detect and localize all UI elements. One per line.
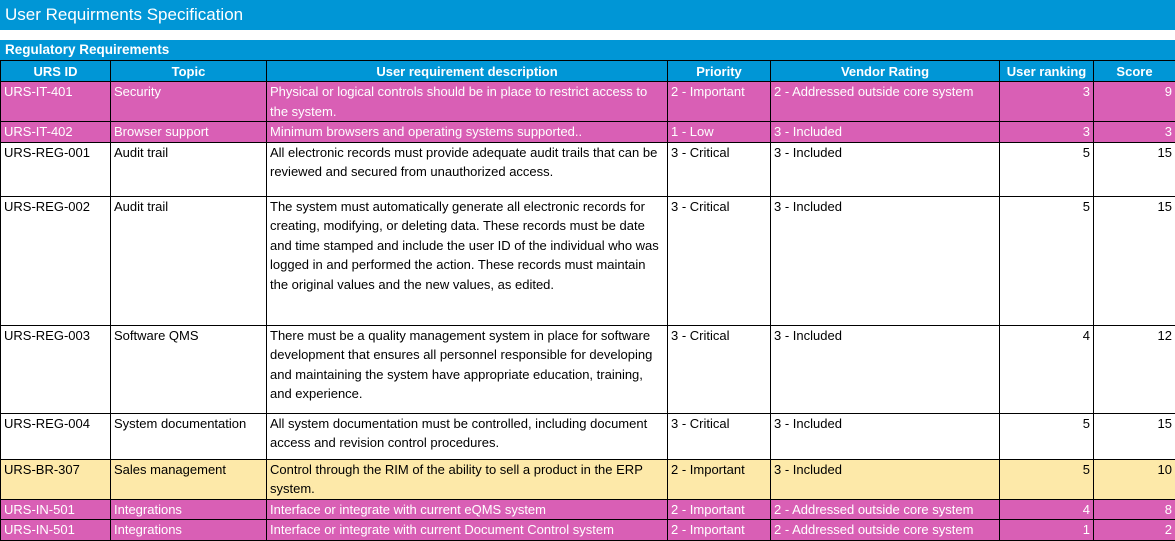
cell-score[interactable]: 15 [1094, 142, 1175, 196]
cell-vendor-rating[interactable]: 2 - Addressed outside core system [771, 82, 1000, 122]
cell-topic[interactable]: Sales management [111, 459, 267, 499]
cell-urs-id[interactable]: URS-IN-501 [1, 499, 111, 520]
cell-priority[interactable]: 2 - Important [668, 499, 771, 520]
cell-user-ranking[interactable]: 5 [1000, 459, 1094, 499]
table-header-row [1, 61, 1175, 82]
cell-urs-id[interactable]: URS-REG-004 [1, 413, 111, 459]
cell-urs-id[interactable]: URS-REG-002 [1, 196, 111, 325]
cell-user-ranking[interactable]: 3 [1000, 122, 1094, 143]
table-row [1, 196, 1175, 325]
cell-description[interactable]: There must be a quality management system in place for software development that ensures all personnel responsible for developing and maintaining the system have appropriate education, training, and experience. [267, 325, 668, 413]
spacer [0, 30, 1175, 40]
cell-user-ranking[interactable]: 4 [1000, 499, 1094, 520]
cell-score[interactable]: 2 [1094, 520, 1175, 541]
column-header-user-ranking[interactable]: User ranking [1000, 61, 1094, 82]
table-row [1, 82, 1175, 122]
cell-score[interactable]: 8 [1094, 499, 1175, 520]
cell-description[interactable]: All system documentation must be controlled, including document access and revision control procedures. [267, 413, 668, 459]
table-row [1, 142, 1175, 196]
table-row [1, 459, 1175, 499]
cell-topic[interactable]: Browser support [111, 122, 267, 143]
table-row [1, 520, 1175, 541]
cell-priority[interactable]: 3 - Critical [668, 196, 771, 325]
column-header-topic[interactable]: Topic [111, 61, 267, 82]
cell-topic[interactable]: Integrations [111, 499, 267, 520]
cell-vendor-rating[interactable]: 3 - Included [771, 122, 1000, 143]
cell-description[interactable]: The system must automatically generate all electronic records for creating, modifying, or deleting data. These records must be date and time stamped and include the user ID of the individual who was logged in and performed the action. These records must maintain the original values and the new values, as edited. [267, 196, 668, 325]
table-row [1, 122, 1175, 143]
cell-user-ranking[interactable]: 4 [1000, 325, 1094, 413]
cell-topic[interactable]: Audit trail [111, 196, 267, 325]
cell-score[interactable]: 9 [1094, 82, 1175, 122]
cell-urs-id[interactable]: URS-REG-003 [1, 325, 111, 413]
cell-urs-id[interactable]: URS-BR-307 [1, 459, 111, 499]
section-title: Regulatory Requirements [0, 40, 1175, 60]
cell-vendor-rating[interactable]: 3 - Included [771, 459, 1000, 499]
cell-score[interactable]: 10 [1094, 459, 1175, 499]
cell-description[interactable]: Interface or integrate with current eQMS system [267, 499, 668, 520]
cell-description[interactable]: Minimum browsers and operating systems supported.. [267, 122, 668, 143]
column-header-urs-id[interactable]: URS ID [1, 61, 111, 82]
cell-vendor-rating[interactable]: 2 - Addressed outside core system [771, 520, 1000, 541]
cell-urs-id[interactable]: URS-IT-402 [1, 122, 111, 143]
cell-vendor-rating[interactable]: 3 - Included [771, 413, 1000, 459]
cell-urs-id[interactable]: URS-IT-401 [1, 82, 111, 122]
cell-priority[interactable]: 3 - Critical [668, 142, 771, 196]
column-header-priority[interactable]: Priority [668, 61, 771, 82]
cell-topic[interactable]: Software QMS [111, 325, 267, 413]
cell-score[interactable]: 12 [1094, 325, 1175, 413]
requirements-table [0, 60, 1175, 541]
cell-description[interactable]: Control through the RIM of the ability to sell a product in the ERP system. [267, 459, 668, 499]
column-header-vendor-rating[interactable]: Vendor Rating [771, 61, 1000, 82]
page-title: User Requirments Specification [0, 0, 1175, 30]
cell-user-ranking[interactable]: 1 [1000, 520, 1094, 541]
cell-score[interactable]: 3 [1094, 122, 1175, 143]
cell-priority[interactable]: 2 - Important [668, 520, 771, 541]
column-header-score[interactable]: Score [1094, 61, 1175, 82]
cell-user-ranking[interactable]: 5 [1000, 196, 1094, 325]
cell-description[interactable]: Interface or integrate with current Document Control system [267, 520, 668, 541]
cell-user-ranking[interactable]: 5 [1000, 142, 1094, 196]
cell-priority[interactable]: 2 - Important [668, 82, 771, 122]
cell-priority[interactable]: 3 - Critical [668, 325, 771, 413]
column-header-description[interactable]: User requirement description [267, 61, 668, 82]
cell-score[interactable]: 15 [1094, 413, 1175, 459]
table-row [1, 499, 1175, 520]
cell-topic[interactable]: System documentation [111, 413, 267, 459]
cell-topic[interactable]: Audit trail [111, 142, 267, 196]
cell-user-ranking[interactable]: 3 [1000, 82, 1094, 122]
cell-description[interactable]: Physical or logical controls should be in place to restrict access to the system. [267, 82, 668, 122]
cell-vendor-rating[interactable]: 3 - Included [771, 196, 1000, 325]
table-row [1, 413, 1175, 459]
cell-priority[interactable]: 2 - Important [668, 459, 771, 499]
cell-priority[interactable]: 1 - Low [668, 122, 771, 143]
cell-topic[interactable]: Security [111, 82, 267, 122]
cell-urs-id[interactable]: URS-REG-001 [1, 142, 111, 196]
cell-vendor-rating[interactable]: 3 - Included [771, 142, 1000, 196]
cell-topic[interactable]: Integrations [111, 520, 267, 541]
cell-score[interactable]: 15 [1094, 196, 1175, 325]
cell-urs-id[interactable]: URS-IN-501 [1, 520, 111, 541]
cell-priority[interactable]: 3 - Critical [668, 413, 771, 459]
cell-vendor-rating[interactable]: 2 - Addressed outside core system [771, 499, 1000, 520]
cell-user-ranking[interactable]: 5 [1000, 413, 1094, 459]
cell-vendor-rating[interactable]: 3 - Included [771, 325, 1000, 413]
cell-description[interactable]: All electronic records must provide adequate audit trails that can be reviewed and secured from unauthorized access. [267, 142, 668, 196]
table-row [1, 325, 1175, 413]
